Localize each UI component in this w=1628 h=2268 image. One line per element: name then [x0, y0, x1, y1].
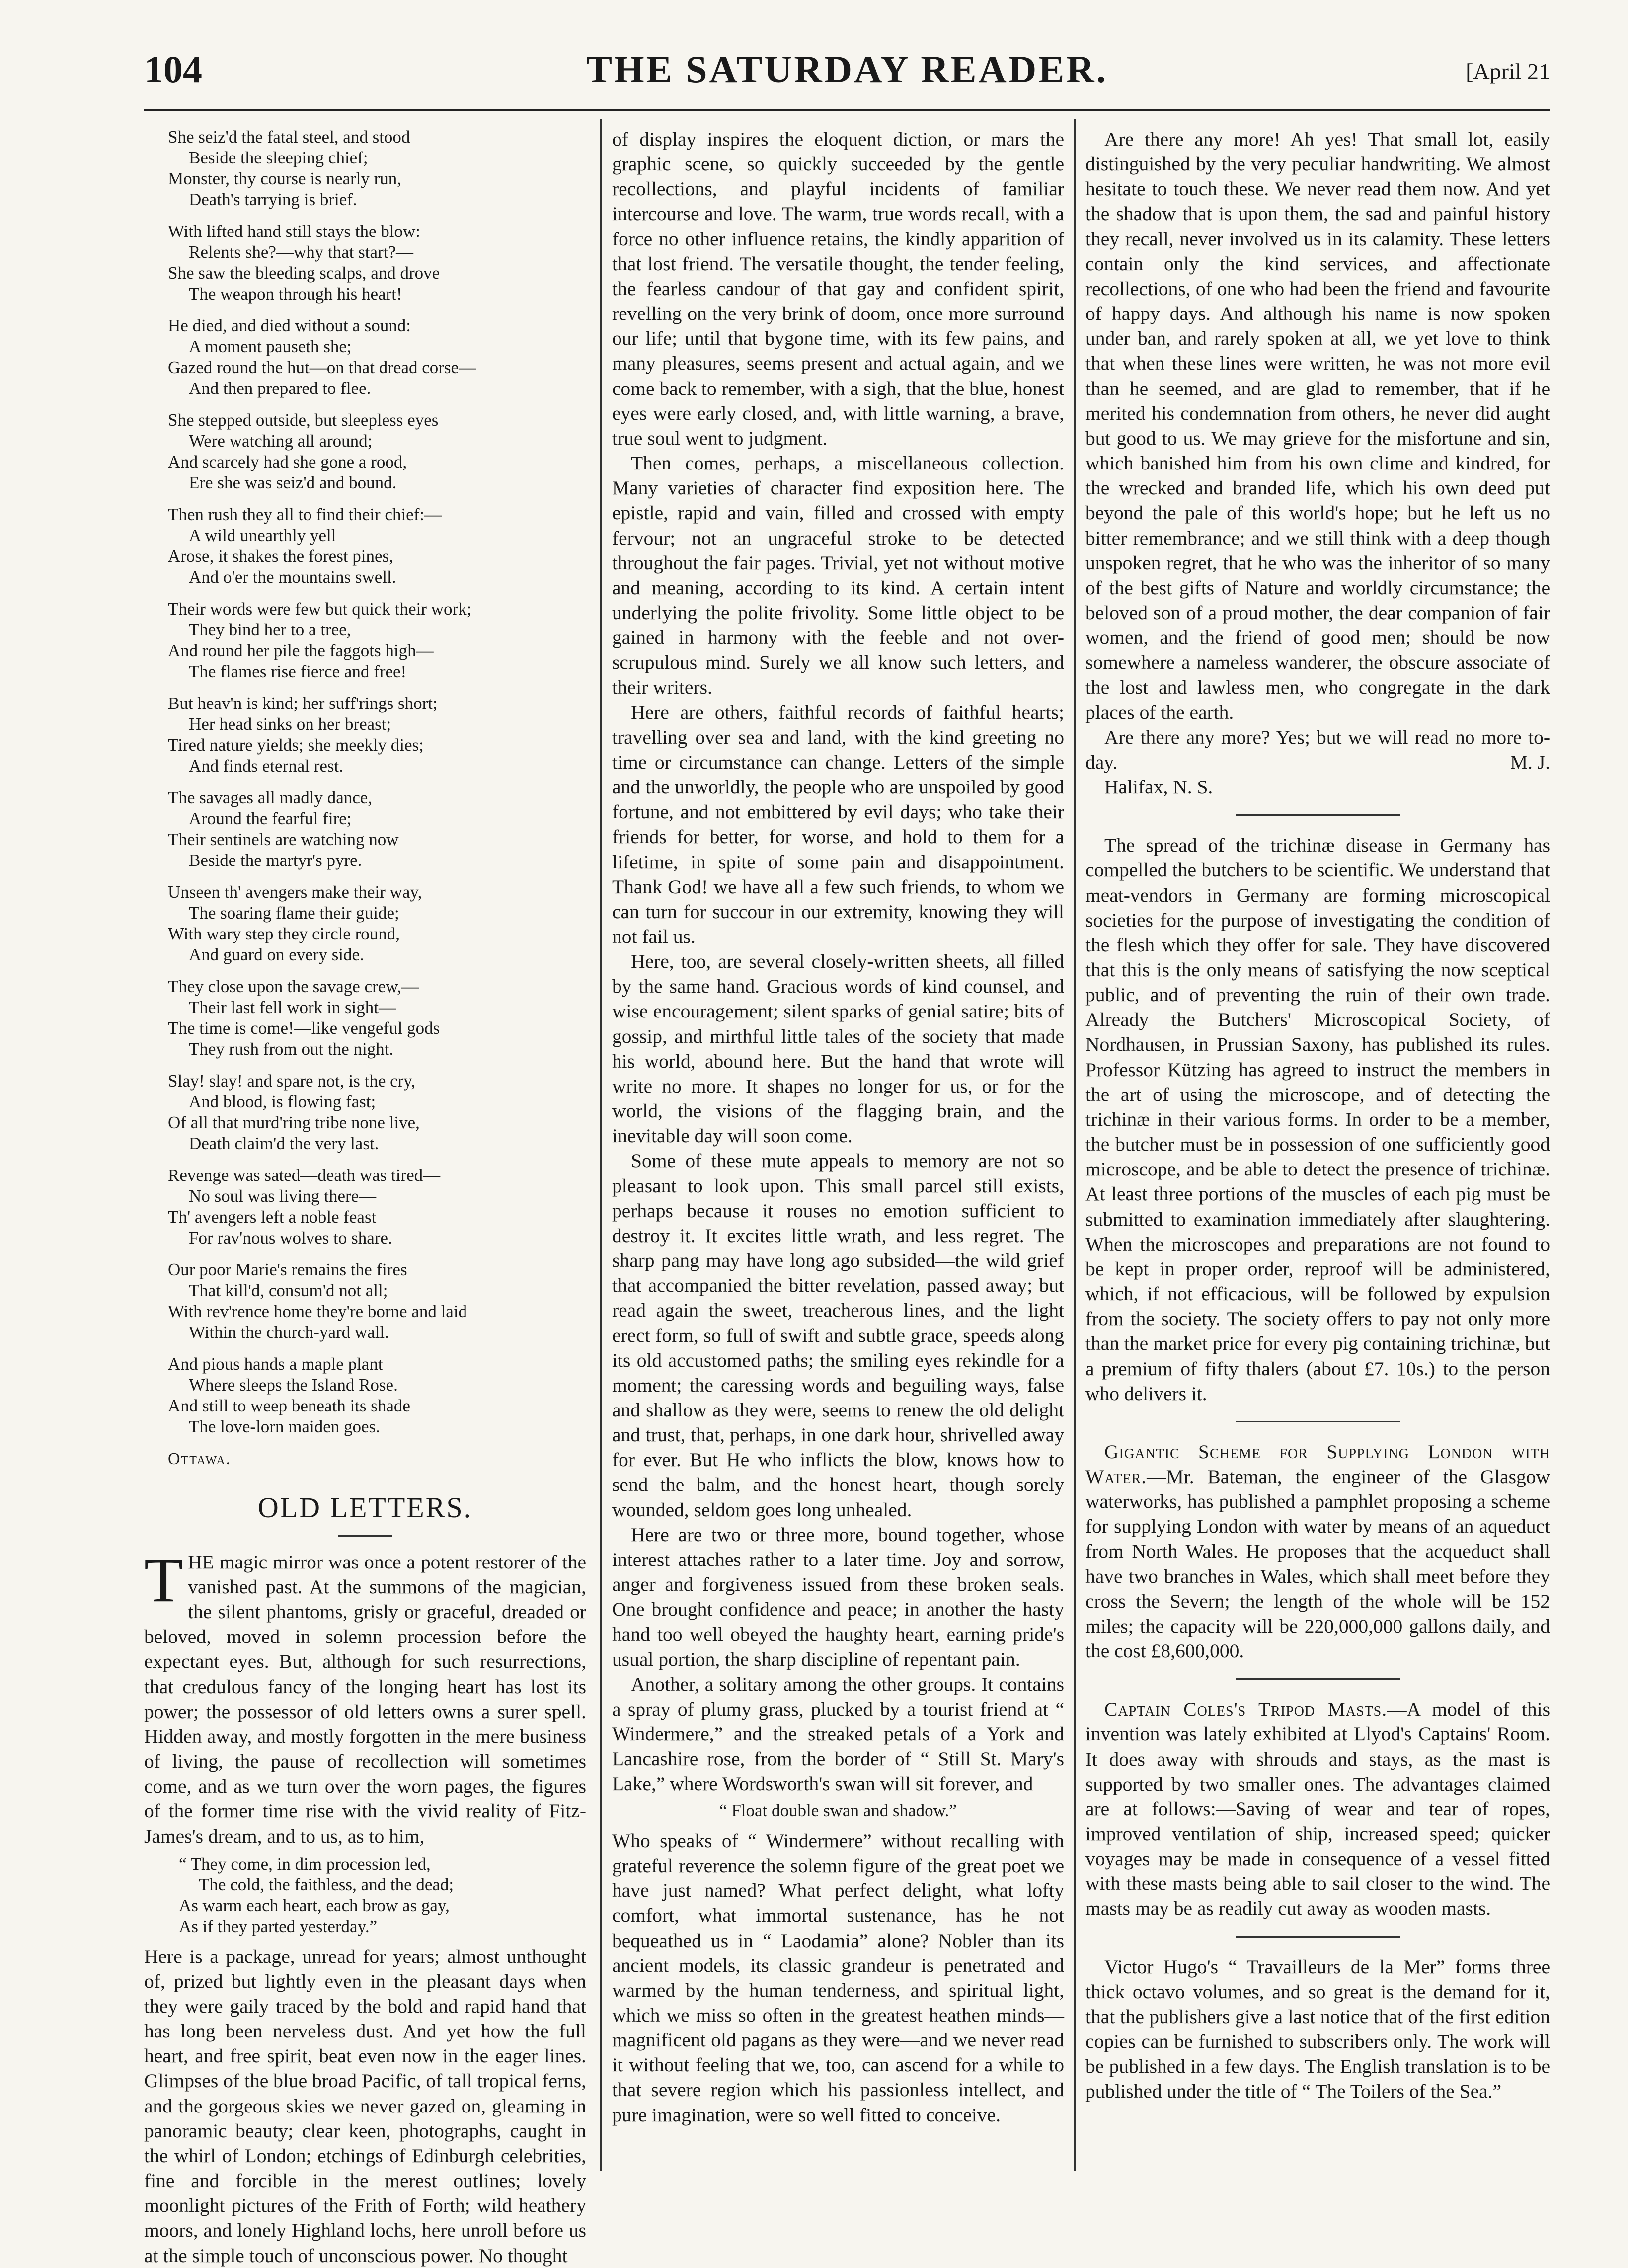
- poem-line: Then rush they all to find their chief:—: [168, 505, 442, 524]
- poem-line: The time is come!—like vengeful gods: [168, 1018, 440, 1038]
- article-paragraph: of display inspires the eloquent diction, or mars the graphic scene, so quickly succeeded by the gentle recollections, and playful incidents of familiar intercourse and love. The warm, true words recall, with a force no other influence retains, the kindly apparition of that lost friend. The versatile thought, the tender feeling, the fearless candour of that gay and confident spirit, revelling on the very brink of doom, once more surround our life; until that bygone time, with its few pains, and many pleasures, seems present and actual again, and we come back to remember, with a sigh, that the blue, honest eyes were early closed, and, with little warning, a brave, true soul went to judgment.: [612, 128, 1064, 449]
- poem-stanza: [168, 1354, 586, 1437]
- poem-line: Where sleeps the Island Rose.: [189, 1375, 398, 1395]
- poem: [144, 127, 586, 1437]
- poem-line: Death claim'd the very last.: [189, 1134, 379, 1153]
- news-item-hugo: Victor Hugo's “ Travailleurs de la Mer” forms three thick octavo volumes, and so great is the demand for it, that the publishers give a last notice that of the first edition copies can be furnished to subscribers only. The work will be published in a few days. The English translation is to be published under the title of “ The Toilers of the Sea.”: [1085, 1955, 1550, 2103]
- poem-line: And finds eternal rest.: [189, 756, 344, 776]
- poem-line: She stepped outside, but sleepless eyes: [168, 410, 439, 430]
- poem-line: Tired nature yields; she meekly dies;: [168, 735, 424, 755]
- article-title: OLD LETTERS.: [257, 1491, 473, 1524]
- article-paragraph: Here are two or three more, bound together, whose interest attaches rather to a later time. Joy and sorrow, anger and forgiveness issued from these broken seals. One brought confidence and peace; in another the hasty hand too well obeyed the haughty heart, earning pride's usual portion, the sharp discipline of repentant pain.: [612, 1523, 1064, 1670]
- poem-line: Their sentinels are watching now: [168, 830, 399, 849]
- signature: M. J.: [1510, 751, 1550, 773]
- poem-line: They bind her to a tree,: [189, 620, 351, 639]
- poem-line: And then prepared to flee.: [189, 379, 371, 398]
- poem-line: Beside the martyr's pyre.: [189, 851, 362, 870]
- poem-line: And o'er the mountains swell.: [189, 567, 396, 587]
- poem-line: She saw the bleeding scalps, and drove: [168, 263, 440, 283]
- poem-line: They rush from out the night.: [189, 1039, 394, 1059]
- issue-date: [April 21: [1466, 59, 1550, 84]
- poem-line: Arose, it shakes the forest pines,: [168, 547, 393, 566]
- article-paragraph: Then comes, perhaps, a miscellaneous collection. Many varieties of character find exposition here. The epistle, rapid and vain, filled and crossed with empty fervour; not an ungraceful stroke to be detected throughout the fair pages. Trivial, yet not without motive and meaning, according to its kind. A certain intent underlying the polite frivolity. Some little object to be gained in harmony with the feeble and not over-scrupulous mind. Surely we all know such letters, and their writers.: [612, 452, 1064, 699]
- column-3: [1085, 127, 1550, 2189]
- poem-line: A wild unearthly yell: [189, 526, 336, 545]
- article-paragraph: Are there any more! Ah yes! That small lot, easily distinguished by the very peculiar handwriting. We almost hesitate to touch these. We never read them now. And yet the shadow that is upon them, the sad and painful history they recall, never involved us in its calamity. These letters contain only the kind services, and affectionate recollections, of one who had been the friend and favourite of happy days. And although his name is now spoken under ban, and rarely spoken at all, we yet love to think that when these lines were written, he was not more evil than he seemed, and are glad to remember, that if he merited his condemnation from others, he never did aught but good to us. We may grieve for the misfortune and sin, which banished him from his own clime and kindred, for the wrecked and branded life, which his own deed put beyond the pale of this world's hope; but he left us no bitter remembrance; and we still think with a deep though unspoken regret, that he who was the inheritor of so many of the best gifts of Nature and worldly circumstance; the beloved son of a proud mother, the dear companion of fair women, and the friend of good men; should be now somewhere a nameless wanderer, the obscure associate of the lost and lawless men, who congregate in the dark places of the earth.: [1085, 128, 1550, 723]
- poem-stanza: [168, 410, 586, 493]
- poem-line: The love-lorn maiden goes.: [189, 1417, 380, 1436]
- block-quote: “ They come, in dim procession led, The cold, the faithless, and the dead; As warm each heart, each brow as gay, As if they parted yesterday.”: [179, 1854, 454, 1936]
- poem-stanza: [168, 221, 586, 305]
- article-paragraph: Here is a package, unread for years; almost unthought of, prized but lightly even in the pleasant days when they were gaily traced by the bold and rapid hand that has long been nerveless dust. And yet how the full heart, and free spirit, beat even now in the eager lines. Glimpses of the blue broad Pacific, of tall tropical ferns, and the gorgeous skies we never gazed on, gleaming in panoramic beauty; clear keen, photographs, caught in the whirl of London; etchings of Edinburgh celebrities, fine and forcible in the merest outlines; lovely moonlight pictures of the Frith of Forth; wild heathery moors, and lonely Highland lochs, here unroll before us at the simple touch of unconscious power. No thought: [144, 1945, 586, 2267]
- poem-stanza: [168, 1071, 586, 1154]
- article-paragraph: Who speaks of “ Windermere” without recalling with grateful reverence the solemn figure of the great poet we have just named? What perfect delight, what lofty comfort, what immortal sustenance, has he not bequeathed us in “ Laodamia” alone? Nobler than its ancient models, its classic grandeur is penetrated and warmed by the human tenderness, and spiritual light, which we miss so often in the greatest heathen minds—magnificent old pagans as they were—and we never read it without feeling that we, too, can ascend for a while to that severe region which his passionless intellect, and pure imagination, were so well fitted to conceive.: [612, 1829, 1064, 2126]
- poem-stanza: [168, 127, 586, 210]
- poem-line: The flames rise fierce and free!: [189, 662, 407, 681]
- newspaper-title: THE SATURDAY READER.: [586, 48, 1108, 91]
- poem-line: Monster, thy course is nearly run,: [168, 169, 402, 188]
- poem-line: No soul was living there—: [189, 1186, 377, 1206]
- article-paragraph: Another, a solitary among the other groups. It contains a spray of plumy grass, plucked by a tourist friend at “ Windermere,” and the streaked petals of a York and Lancashire rose, from the border of “ Still St. Mary's Lake,” where Wordsworth's swan will sit forever, and: [612, 1673, 1064, 1795]
- section-rule: [1236, 1421, 1400, 1422]
- masthead: [144, 47, 1550, 107]
- poem-line: Were watching all around;: [189, 431, 373, 451]
- poem-line: The savages all madly dance,: [168, 788, 373, 807]
- column-divider-1: [600, 119, 602, 2171]
- poem-line: The weapon through his heart!: [189, 284, 402, 304]
- poem-stanza: [168, 504, 586, 588]
- article-paragraph: Some of these mute appeals to memory are not so pleasant to look upon. This small parcel still exists, perhaps because it rouses no emotion sufficient to destroy it. It excites little wrath, and less regret. The sharp pang may have long ago subsided—the wild grief that accompanied the bitter revelation, passed away; but read again the sweet, treacherous lines, and the light erect form, so full of swift and subtle grace, speeds along its old accustomed paths; the smiling eyes rekindle for a moment; the caressing words and beguiling ways, false and shallow as they were, seems to renew the old delight and trust, that, perhaps, in one dark hour, shrivelled away for ever. But He who inflicts the blow, knows how to send the balm, and the honest heart, though sorely wounded, seldom goes long unhealed.: [612, 1150, 1064, 1521]
- poem-line: He died, and died without a sound:: [168, 316, 411, 335]
- poem-line: And round her pile the faggots high—: [168, 641, 434, 660]
- article-paragraph: Here, too, are several closely-written sheets, all filled by the same hand. Gracious words of kind counsel, and wise encouragement; silent sparks of genial satire; bits of gossip, and mirthful little tales of the society that made his world, abound here. But the hand that wrote will write no more. It shapes no longer for us, or for the world, the visions of the flagging brain, and the inevitable day will soon come.: [612, 950, 1064, 1147]
- poem-line: Relents she?—why that start?—: [189, 242, 413, 262]
- news-headline: Gigantic Scheme for Supplying London with Water.: [1085, 1440, 1550, 1487]
- poem-line: Their words were few but quick their work;: [168, 599, 472, 619]
- poem-line: Slay! slay! and spare not, is the cry,: [168, 1071, 416, 1091]
- poem-line: With wary step they circle round,: [168, 924, 400, 943]
- poem-line: Around the fearful fire;: [189, 809, 352, 828]
- poem-line: Beside the sleeping chief;: [189, 148, 368, 167]
- poem-stanza: [168, 1165, 586, 1249]
- poem-line: Revenge was sated—death was tired—: [168, 1166, 441, 1185]
- column-2: [612, 127, 1064, 2189]
- column-divider-2: [1074, 119, 1076, 2171]
- news-headline: Captain Coles's Tripod Masts.: [1104, 1698, 1388, 1721]
- poem-line: Gazed round the hut—on that dread corse—: [168, 358, 476, 377]
- news-item-trichinae: The spread of the trichinæ disease in Germany has compelled the butchers to be scientific. We understand that meat-vendors in Germany are forming microscopical societies for the purpose of investigating the condition of the flesh which they offer for sale. They have discovered that this is the only means of satisfying the now sceptical public, and of preventing the ruin of their own trade. Already the Butchers' Microscopical Society, of Nordhausen, in Prussian Saxony, has published its rules. Professor Kützing has agreed to instruct the members in the art of using the microscope, and of detecting the trichinæ in their various forms. In order to be a member, the butcher must be in possession of one sufficiently good microscope, and be able to detect the presence of trichinæ. At least three portions of the muscles of each pig must be submitted to examination immediately after slaughtering. When the microscopes and preparations are not found to be kept in proper order, reproof will be administered, which, if not efficacious, will be followed by expulsion from the society. The society offers to pay not only more than the market price for every pig containing trichinæ, but a premium of fifty thalers (about £7. 10s.) to the person who delivers it.: [1085, 834, 1550, 1405]
- poem-place: Ottawa.: [168, 1450, 232, 1468]
- letter-place: Halifax, N. S.: [1104, 776, 1213, 798]
- block-quote: “ Float double swan and shadow.”: [719, 1801, 957, 1821]
- title-rule: [338, 1535, 392, 1537]
- poem-line: For rav'nous wolves to share.: [189, 1228, 392, 1248]
- poem-line: She seiz'd the fatal steel, and stood: [168, 127, 410, 147]
- article-paragraph: THE magic mirror was once a potent restorer of the vanished past. At the summons of the magician, the silent phantoms, grisly or graceful, dreaded or beloved, moved in solemn procession before the expectant eyes. But, although for such resurrections, that credulous fancy of the longing heart has lost its power; the possessor of old letters owns a surer spell. Hidden away, and mostly forgotten in the mere business of living, the pause of recollection will sometimes come, and as we turn over the worn pages, the figures of the former time rise with the vivid reality of Fitz-James's dream, and to us, as to him,: [144, 1544, 586, 1847]
- article-paragraph: Here are others, faithful records of faithful hearts; travelling over sea and land, with the kind greeting no time or circumstance can change. Letters of the simple and the unworldly, the people who are unspoiled by good fortune, and not embittered by evil days; who take their friends for better, for worse, and hold to them for a lifetime, in spite of some pain and disappointment. Thank God! we have all a few such friends, to whom we can turn for succour in our extremity, knowing they will not fail us.: [612, 701, 1064, 947]
- poem-line: And scarcely had she gone a rood,: [168, 452, 407, 471]
- section-rule: [1236, 1936, 1400, 1938]
- header-rule: [144, 109, 1550, 111]
- poem-line: They close upon the savage crew,—: [168, 977, 419, 996]
- poem-stanza: [168, 882, 586, 965]
- poem-stanza: [168, 599, 586, 682]
- column-1: [144, 127, 586, 2267]
- poem-line: The soaring flame their guide;: [189, 903, 399, 923]
- poem-line: And guard on every side.: [189, 945, 364, 964]
- poem-line: And still to weep beneath its shade: [168, 1396, 410, 1415]
- poem-line: With rev'rence home they're borne and laid: [168, 1302, 467, 1321]
- poem-line: And pious hands a maple plant: [168, 1354, 383, 1374]
- poem-stanza: [168, 787, 586, 871]
- closing-line: Are there any more? Yes; but we will read no more to-day. M. J.: [1085, 725, 1550, 775]
- poem-line: Ere she was seiz'd and bound.: [189, 473, 397, 492]
- news-item-masts: Captain Coles's Tripod Masts.—A model of this invention was lately exhibited at Llyod's Captains' Room. It does away with shrouds and stays, as the mast is supported by two smaller ones. The advantages claimed are at follows:—Saving of wear and tear of ropes, improved ventilation of ship, increased speed; quicker voyages may be made in consequence of a vessel fitted with these masts being able to sail closer to the wind. The masts may be as readily cut away as wooden masts.: [1085, 1698, 1550, 1920]
- poem-line: Th' avengers left a noble feast: [168, 1207, 377, 1227]
- poem-line: Their last fell work in sight—: [189, 998, 396, 1017]
- poem-line: With lifted hand still stays the blow:: [168, 222, 420, 241]
- poem-stanza: [168, 693, 586, 777]
- poem-line: Of all that murd'ring tribe none live,: [168, 1113, 420, 1132]
- poem-line: Death's tarrying is brief.: [189, 190, 357, 209]
- news-item-water: Gigantic Scheme for Supplying London with Water.—Mr. Bateman, the engineer of the Glasgow waterworks, has published a pamphlet proposing a scheme for supplying London with water by means of an aqueduct from North Wales. He proposes that the acqueduct shall have two branches in Wales, which shall meet before they cross the Severn; the length of the whole will be 152 miles; the capacity will be 220,000,000 gallons daily, and the cost £8,600,000.: [1085, 1440, 1550, 1662]
- poem-line: That kill'd, consum'd not all;: [189, 1281, 388, 1300]
- poem-line: A moment pauseth she;: [189, 337, 352, 356]
- page-number: 104: [144, 48, 202, 91]
- poem-stanza: [168, 1259, 586, 1343]
- poem-line: Our poor Marie's remains the fires: [168, 1260, 407, 1279]
- poem-line: But heav'n is kind; her suff'rings short;: [168, 694, 438, 713]
- poem-stanza: [168, 976, 586, 1060]
- poem-line: And blood, is flowing fast;: [189, 1092, 376, 1111]
- poem-line: Within the church-yard wall.: [189, 1323, 389, 1342]
- poem-line: Unseen th' avengers make their way,: [168, 882, 422, 902]
- poem-stanza: [168, 315, 586, 399]
- poem-line: Her head sinks on her breast;: [189, 714, 391, 734]
- section-rule: [1236, 1678, 1400, 1680]
- section-rule: [1236, 814, 1400, 816]
- drop-cap: T: [144, 1544, 183, 1615]
